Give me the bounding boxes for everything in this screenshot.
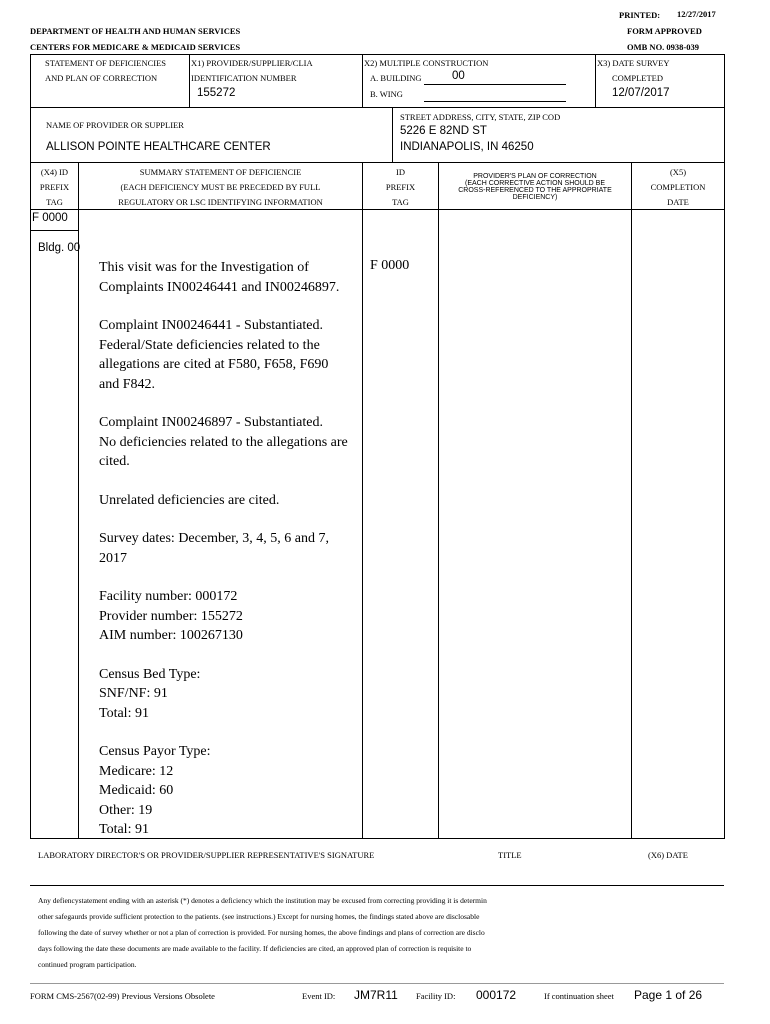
department-heading: DEPARTMENT OF HEALTH AND HUMAN SERVICES [30, 26, 241, 36]
provider-id-value: 155272 [197, 87, 236, 99]
form-number: FORM CMS-2567(02-99) Previous Versions Obsolete [30, 991, 215, 1001]
x3-label-1: X3) DATE SURVEY [597, 58, 670, 68]
x4-header-2: PREFIX [39, 182, 70, 192]
paragraph-survey-dates: Survey dates: December, 3, 4, 5, 6 and 7, 2017 [99, 531, 329, 566]
facility-id-value: 000172 [476, 988, 517, 1002]
x3-label-2: COMPLETED [612, 73, 663, 83]
plan-header-1: PROVIDER'S PLAN OF CORRECTION [473, 173, 597, 180]
address-label: STREET ADDRESS, CITY, STATE, ZIP COD [400, 112, 561, 122]
event-id-label: Event ID: [302, 991, 336, 1001]
x5-header-1: (X5) [669, 167, 687, 177]
x6-date-label: (X6) DATE [648, 850, 688, 860]
paragraph-unrelated: Unrelated deficiencies are cited. [99, 492, 280, 508]
id-header-3: TAG [392, 197, 409, 207]
x4-header-3: TAG [46, 197, 63, 207]
x4-header-1: (X4) ID [40, 167, 69, 177]
paragraph-complaint-2: Complaint IN00246897 - Substantiated. No deficiencies related to the allegations are cited. [99, 415, 348, 469]
wing-label: B. WING [370, 89, 403, 99]
omb-number: OMB NO. 0938-039 [627, 42, 700, 52]
plan-header-3: CROSS-REFERENCED TO THE APPROPRIATE [458, 187, 612, 194]
provider-name-value: ALLISON POINTE HEALTHCARE CENTER [46, 141, 271, 153]
right-prefix-tag: F 0000 [370, 258, 410, 273]
building-value: 00 [452, 70, 465, 82]
title-label: TITLE [498, 850, 522, 860]
printed-date: 12/27/2017 [677, 9, 716, 19]
summary-header-1: SUMMARY STATEMENT OF DEFICIENCIE [139, 167, 302, 177]
statement-label-2: AND PLAN OF CORRECTION [45, 73, 158, 83]
statement-label-1: STATEMENT OF DEFICIENCIES [45, 58, 167, 68]
paragraph-numbers: Facility number: 000172 Provider number: 155272 AIM number: 100267130 [99, 589, 243, 643]
printed-label: PRINTED: [619, 10, 661, 20]
continuation-label: If continuation sheet [544, 991, 614, 1001]
summary-header-3: REGULATORY OR LSC IDENTIFYING INFORMATION [118, 197, 323, 207]
signature-label: LABORATORY DIRECTOR'S OR PROVIDER/SUPPLIER REPRESENTATIVE'S SIGNATURE [38, 850, 375, 860]
plan-header-2: (EACH CORRECTIVE ACTION SHOULD BE [464, 180, 606, 187]
id-header-1: ID [396, 167, 405, 177]
facility-id-label: Facility ID: [416, 991, 456, 1001]
page-number: Page 1 of 26 [634, 988, 703, 1002]
x1-label-2: IDENTIFICATION NUMBER [191, 73, 297, 83]
paragraph-payor-type: Census Payor Type: Medicare: 12 Medicaid: 60 Other: 19 Total: 91 [99, 744, 211, 837]
survey-date-value: 12/07/2017 [612, 87, 670, 99]
centers-heading: CENTERS FOR MEDICARE & MEDICAID SERVICES [30, 42, 241, 52]
building-tag: Bldg. 00 [38, 242, 81, 254]
summary-header-2: (EACH DEFICIENCY MUST BE PRECEDED BY FULL [120, 182, 321, 192]
x2-label: X2) MULTIPLE CONSTRUCTION [364, 58, 489, 68]
provider-name-label: NAME OF PROVIDER OR SUPPLIER [46, 120, 184, 130]
paragraph-bed-type: Census Bed Type: SNF/NF: 91 Total: 91 [99, 666, 201, 721]
paragraph-visit: This visit was for the Investigation of Complaints IN00246441 and IN00246897. [99, 260, 340, 295]
x5-header-2: COMPLETION [650, 182, 706, 192]
event-id-value: JM7R11 [354, 988, 398, 1002]
form-approved: FORM APPROVED [627, 26, 702, 36]
address-line-1: 5226 E 82ND ST [400, 125, 487, 137]
left-prefix-tag: F 0000 [32, 212, 68, 224]
building-label: A. BUILDING [370, 73, 422, 83]
id-header-2: PREFIX [385, 182, 416, 192]
x1-label-1: X1) PROVIDER/SUPPLIER/CLIA [191, 58, 313, 68]
summary-statement [99, 258, 354, 859]
footnote: Any defiencystatement ending with an asterisk (*) denotes a deficiency which the institution may be excused from correcting providing it is determin other safegaurds provide sufficient protection to the patients. (see instructions.) Except for nursing homes, the findings stated above are disclosable following the date of survey whether or not a plan of correction is provided. For nursing homes, the above findings and plans of correction are disclo days following the date these documents are made available to the facility. If deficiencies are cited, an approved plan of correction is requisite to continued program participation. [38, 896, 487, 969]
paragraph-complaint-1: Complaint IN00246441 - Substantiated. Federal/State deficiencies related to the allegations are cited at F580, F658, F690 and F842. [99, 318, 329, 392]
plan-header-4: DEFICIENCY) [512, 194, 558, 201]
address-line-2: INDIANAPOLIS, IN 46250 [400, 141, 534, 153]
x5-header-3: DATE [667, 197, 689, 207]
